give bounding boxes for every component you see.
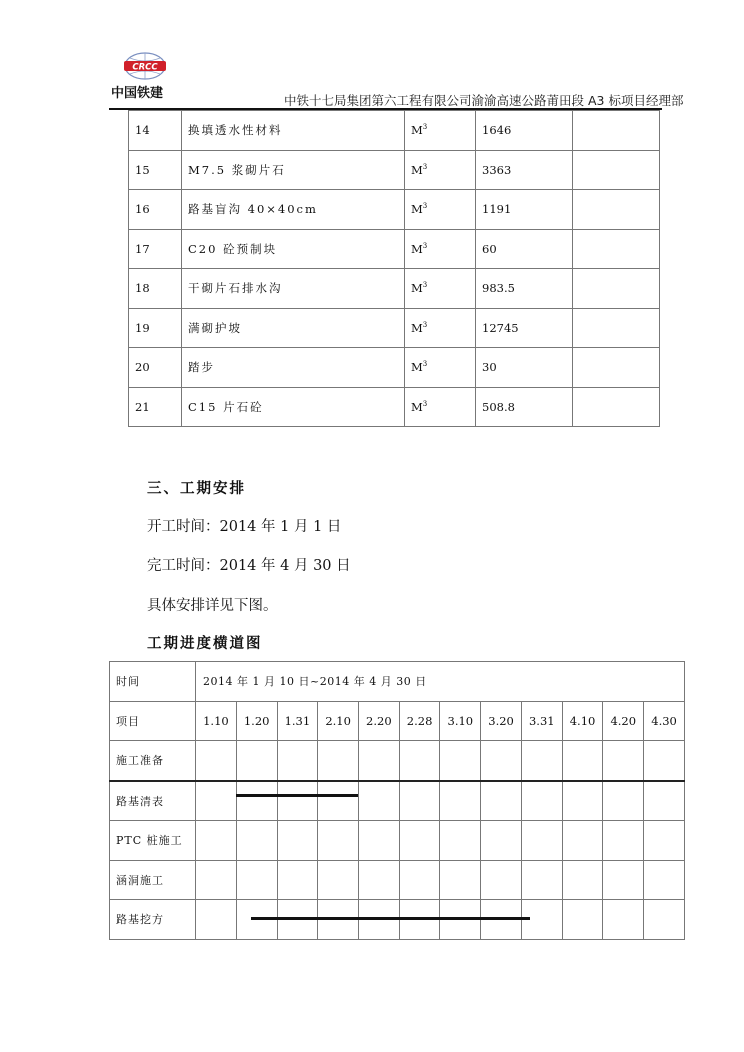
row-number: 20: [129, 348, 182, 388]
gantt-cell: [481, 821, 522, 861]
gantt-cell: [196, 821, 237, 861]
gantt-cell: [196, 860, 237, 900]
gantt-cell: [603, 741, 644, 781]
gantt-cell: [521, 821, 562, 861]
row-number: 15: [129, 150, 182, 190]
table-row: [129, 308, 660, 348]
unit-exponent: 3: [422, 360, 428, 369]
task-name: 路基清表: [110, 781, 196, 821]
unit-exponent: 3: [422, 241, 428, 250]
table-row: [129, 269, 660, 309]
unit-base: M: [411, 281, 423, 296]
gantt-cell: [644, 860, 685, 900]
logo-badge-text: CRCC: [132, 62, 158, 73]
note: [573, 348, 660, 388]
item-name: 干砌片石排水沟: [182, 269, 405, 309]
unit: [405, 111, 476, 151]
start-date-text: 开工时间：2014 年 1 月 1 日: [147, 519, 342, 535]
gantt-cell: [440, 781, 481, 821]
note: [573, 150, 660, 190]
date-header: 1.20: [236, 701, 277, 741]
unit: [405, 269, 476, 309]
gantt-cell: [318, 741, 359, 781]
date-header: 1.10: [196, 701, 237, 741]
gantt-cell: [481, 860, 522, 900]
quantity: 1191: [476, 190, 573, 230]
unit-exponent: 3: [422, 162, 428, 171]
quantity: 1646: [476, 111, 573, 151]
gantt-cell: [236, 860, 277, 900]
quantity-table: [128, 110, 660, 427]
unit: [405, 348, 476, 388]
date-header: 2.10: [318, 701, 359, 741]
unit-base: M: [411, 360, 423, 375]
gantt-cell: [399, 860, 440, 900]
gantt-cell: [562, 900, 603, 940]
row-number: 19: [129, 308, 182, 348]
gantt-task-row: [110, 781, 685, 821]
date-header: 3.20: [481, 701, 522, 741]
row-number: 16: [129, 190, 182, 230]
unit-exponent: 3: [422, 399, 428, 408]
gantt-cell: [196, 741, 237, 781]
item-name: 路基盲沟 40×40cm: [182, 190, 405, 230]
logo-text: 中国铁建: [111, 86, 164, 101]
gantt-bar: [251, 917, 530, 920]
item-name: 换填透水性材料: [182, 111, 405, 151]
end-date-text: 完工时间：2014 年 4 月 30 日: [147, 558, 351, 574]
time-label: 时间: [110, 662, 196, 702]
gantt-cell: [358, 821, 399, 861]
header-title: 中铁十七局集团第六工程有限公司渝渝高速公路莆田段 A3 标项目经理部: [284, 93, 684, 108]
gantt-cell: [196, 781, 237, 821]
note: [573, 190, 660, 230]
note: [573, 269, 660, 309]
gantt-cell: [277, 741, 318, 781]
unit-base: M: [411, 162, 423, 177]
gantt-cell: [603, 821, 644, 861]
schedule-note: 具体安排详见下图。: [147, 598, 278, 614]
quantity: 508.8: [476, 387, 573, 427]
unit: [405, 190, 476, 230]
unit-exponent: 3: [422, 123, 428, 132]
unit-exponent: 3: [422, 202, 428, 211]
quantity: 60: [476, 229, 573, 269]
gantt-cell: [644, 821, 685, 861]
gantt-task-row: [110, 741, 685, 781]
date-header: 3.10: [440, 701, 481, 741]
row-number: 18: [129, 269, 182, 309]
gantt-cell: [277, 781, 318, 821]
quantity: 3363: [476, 150, 573, 190]
gantt-table: [109, 661, 685, 940]
gantt-cell: [358, 741, 399, 781]
item-name: M7.5 浆砌片石: [182, 150, 405, 190]
unit: [405, 308, 476, 348]
item-name: 满砌护坡: [182, 308, 405, 348]
gantt-cell: [562, 741, 603, 781]
gantt-cell: [562, 860, 603, 900]
date-header: 1.31: [277, 701, 318, 741]
gantt-task-row: [110, 821, 685, 861]
time-range: 2014 年 1 月 10 日~2014 年 4 月 30 日: [196, 662, 685, 702]
gantt-cell: [399, 781, 440, 821]
section-heading: 三、工期安排: [147, 480, 246, 497]
gantt-cell: [318, 781, 359, 821]
table-row: [129, 229, 660, 269]
gantt-cell: [603, 860, 644, 900]
unit-base: M: [411, 320, 423, 335]
date-header: 2.20: [358, 701, 399, 741]
note: [573, 229, 660, 269]
gantt-cell: [277, 860, 318, 900]
table-row: [129, 111, 660, 151]
gantt-cell: [236, 781, 277, 821]
date-header: 3.31: [521, 701, 562, 741]
gantt-cell: [644, 781, 685, 821]
quantity: 30: [476, 348, 573, 388]
gantt-cell: [481, 781, 522, 821]
unit-exponent: 3: [422, 281, 428, 290]
quantity: 983.5: [476, 269, 573, 309]
table-row: [129, 348, 660, 388]
gantt-cell: [481, 741, 522, 781]
table-row: [129, 150, 660, 190]
row-number: 17: [129, 229, 182, 269]
gantt-cell: [603, 781, 644, 821]
gantt-cell: [236, 741, 277, 781]
gantt-task-row: [110, 860, 685, 900]
gantt-cell: [358, 781, 399, 821]
gantt-cell: [358, 860, 399, 900]
gantt-cell: [196, 900, 237, 940]
unit: [405, 387, 476, 427]
date-header: 4.10: [562, 701, 603, 741]
gantt-cell: [562, 821, 603, 861]
gantt-cell: [440, 741, 481, 781]
date-header: 2.28: [399, 701, 440, 741]
task-name: 路基挖方: [110, 900, 196, 940]
item-name: C15 片石砼: [182, 387, 405, 427]
gantt-cell: [318, 860, 359, 900]
gantt-cell: [521, 860, 562, 900]
date-header: 4.20: [603, 701, 644, 741]
unit: [405, 229, 476, 269]
gantt-bar: [236, 794, 358, 797]
task-name: 施工准备: [110, 741, 196, 781]
gantt-cell: [440, 821, 481, 861]
task-name: PTC 桩施工: [110, 821, 196, 861]
gantt-cell: [644, 741, 685, 781]
gantt-cell: [399, 821, 440, 861]
note: [573, 308, 660, 348]
item-label: 项目: [110, 701, 196, 741]
unit-base: M: [411, 202, 423, 217]
gantt-cell: [399, 741, 440, 781]
task-name: 涵洞施工: [110, 860, 196, 900]
date-header: 4.30: [644, 701, 685, 741]
table-row: [129, 190, 660, 230]
note: [573, 111, 660, 151]
quantity: 12745: [476, 308, 573, 348]
unit-base: M: [411, 399, 423, 414]
gantt-cell: [644, 900, 685, 940]
gantt-cell: [562, 781, 603, 821]
gantt-cell: [440, 860, 481, 900]
gantt-cell: [318, 821, 359, 861]
unit-base: M: [411, 241, 423, 256]
gantt-cell: [521, 781, 562, 821]
gantt-date-row: [110, 701, 685, 741]
row-number: 21: [129, 387, 182, 427]
gantt-time-row: [110, 662, 685, 702]
unit: [405, 150, 476, 190]
item-name: C20 砼预制块: [182, 229, 405, 269]
unit-exponent: 3: [422, 320, 428, 329]
gantt-title: 工期进度横道图: [147, 635, 263, 652]
gantt-cell: [521, 741, 562, 781]
unit-base: M: [411, 123, 423, 138]
row-number: 14: [129, 111, 182, 151]
gantt-cell: [277, 821, 318, 861]
note: [573, 387, 660, 427]
table-row: [129, 387, 660, 427]
gantt-cell: [603, 900, 644, 940]
gantt-cell: [236, 821, 277, 861]
item-name: 踏步: [182, 348, 405, 388]
